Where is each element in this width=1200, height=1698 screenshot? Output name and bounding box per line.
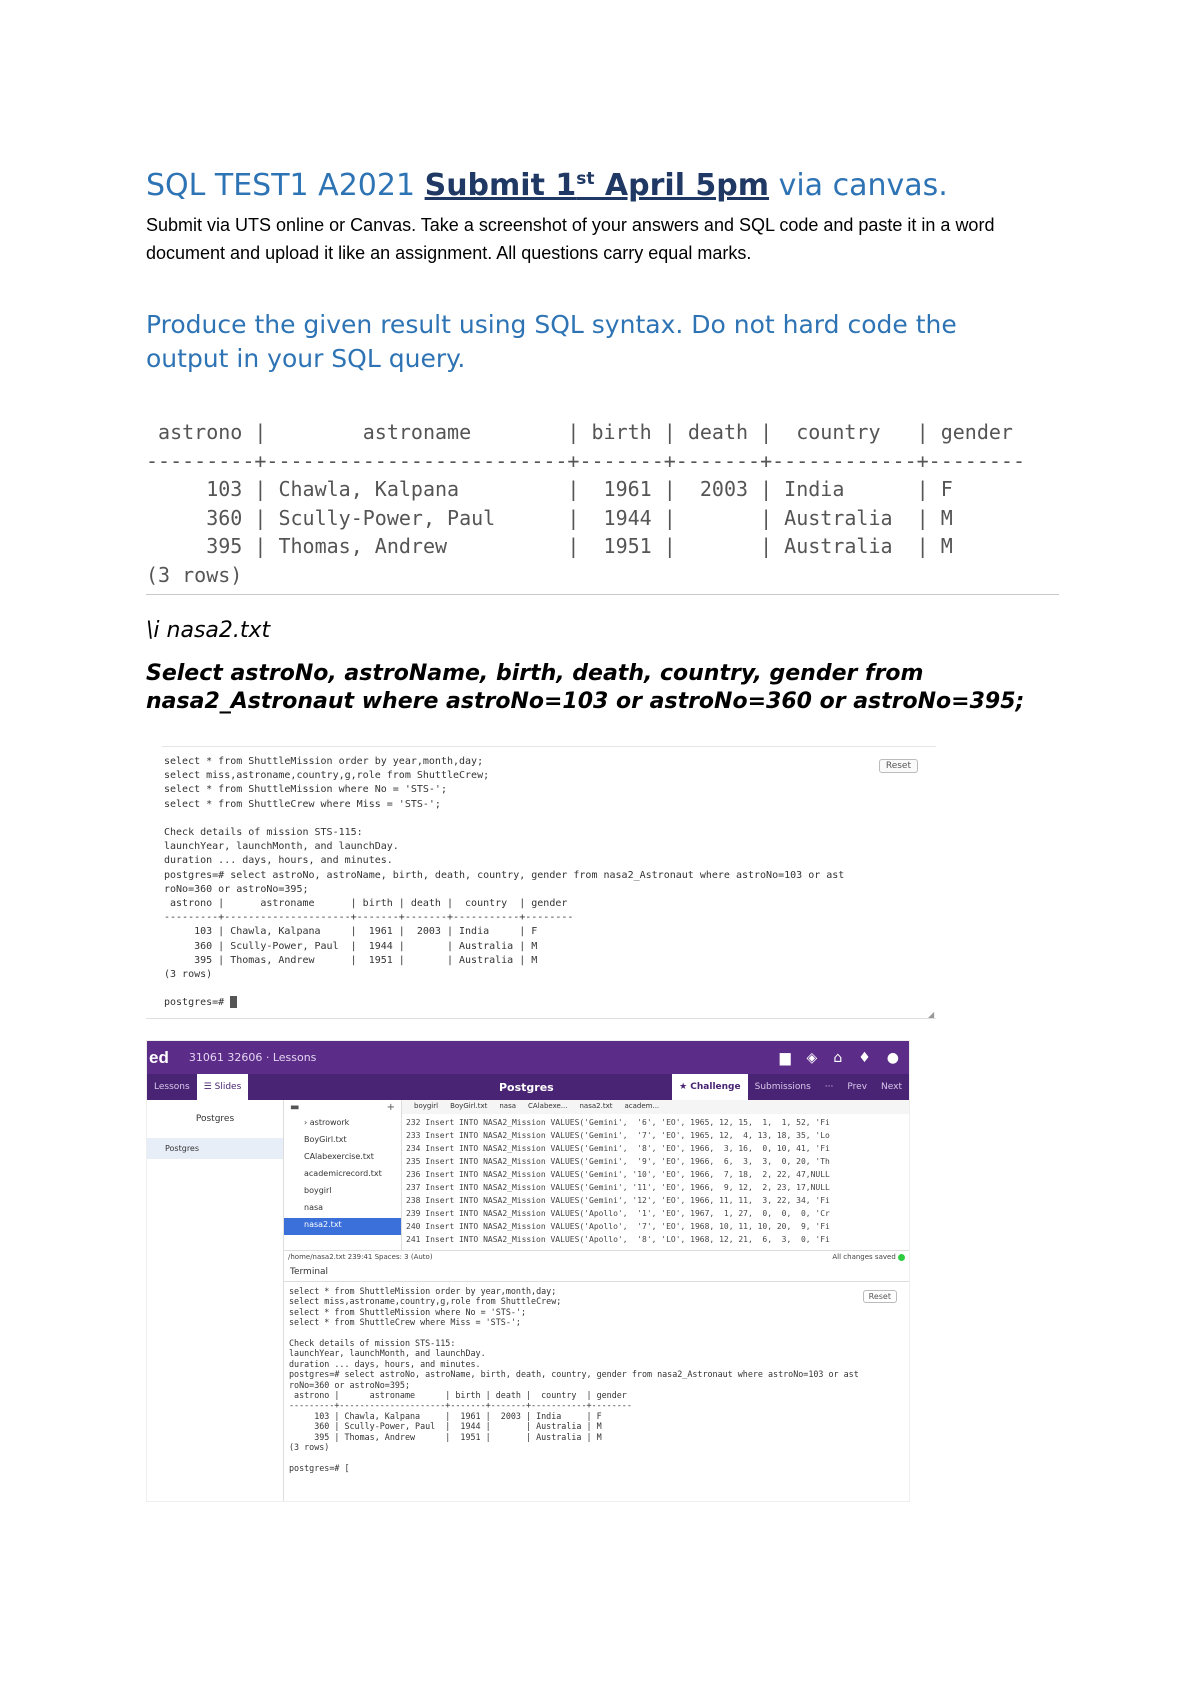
file-item[interactable]: BoyGirl.txt xyxy=(304,1135,347,1144)
tab-challenge[interactable]: ★ Challenge xyxy=(672,1074,748,1100)
title-prefix: SQL TEST1 A2021 xyxy=(146,168,425,203)
status-left: /home/nasa2.txt 239:41 Spaces: 3 (Auto) xyxy=(288,1253,433,1261)
lesson-toolbar xyxy=(147,1074,909,1100)
editor-status-bar xyxy=(284,1250,909,1264)
question-heading: Produce the given result using SQL syntax. Do not hard code the output in your SQL query. xyxy=(146,310,957,373)
file-item[interactable]: nasa xyxy=(304,1203,324,1212)
title-suffix: via canvas. xyxy=(769,168,948,203)
file-item[interactable]: academicrecord.txt xyxy=(304,1169,382,1178)
resize-handle-icon[interactable]: ◢ xyxy=(928,1010,935,1019)
file-item[interactable]: CAlabexercise.txt xyxy=(304,1152,374,1161)
saved-status: All changes saved xyxy=(832,1253,896,1261)
reset-button[interactable]: Reset xyxy=(879,759,918,773)
header-icons xyxy=(780,1050,909,1066)
breadcrumb[interactable]: 31061 32606 · Lessons xyxy=(188,1051,317,1064)
submit-date-part2: April 5pm xyxy=(594,168,770,203)
editor-tab[interactable]: BoyGirl.txt xyxy=(450,1102,488,1110)
sidebar-item-postgres[interactable]: Postgres xyxy=(147,1138,283,1159)
editor-tab[interactable]: boygirl xyxy=(414,1102,439,1110)
file-item[interactable]: › astrowork xyxy=(304,1118,350,1127)
user-icon[interactable]: ● xyxy=(886,1049,899,1066)
code-editor[interactable] xyxy=(402,1100,909,1250)
panel-title: Postgres xyxy=(499,1080,554,1094)
include-command: \i nasa2.txt xyxy=(146,618,271,643)
expected-result-table: astrono | astroname | birth | death | country | gender ---------+-------------------------+-------+-------+------------+-------- 103 | Chawla, Kalpana | 1961 | 2003 | India | F 360 | Scully-Power, Paul | 1944 | | Australia | M 395 | Thomas, Andrew | 1951 | | Australia | M (3 rows) xyxy=(146,420,1025,587)
terminal-output[interactable]: select * from ShuttleMission order by year,month,day; select miss,astroname,country,g,role from ShuttleCrew; select * from ShuttleMission where No = 'STS-'; select * from ShuttleCrew where Miss = 'STS-'; Check details of mission STS-115: launchYear, launchMonth, and launchDay. duration ... days, hours, and minutes. postgres=# select astroNo, astroName, birth, death, country, gender from nasa2_Astronaut where astroNo=103 or ast roNo=360 or astroNo=395; astrono | astroname | birth | death | country | gender ---------+---------------------+-------+-------+-----------+-------- 103 | Chawla, Kalpana | 1961 | 2003 | India | F 360 | Scully-Power, Paul | 1944 | | Australia | M 395 | Thomas, Andrew | 1951 | | Australia | M (3 rows) postgres=# [ xyxy=(289,1286,859,1473)
file-tree xyxy=(284,1100,402,1250)
submit-date-sup: st xyxy=(576,169,595,189)
sidebar-label: Postgres xyxy=(195,1114,235,1124)
divider xyxy=(146,594,1059,595)
terminal-output xyxy=(164,755,844,1011)
terminal-topbar xyxy=(162,737,936,747)
ed-logo[interactable]: ed xyxy=(149,1047,169,1067)
tab-lessons[interactable]: Lessons xyxy=(154,1082,190,1092)
terminal-screenshot-1 xyxy=(146,737,936,1019)
file-item-selected[interactable]: nasa2.txt xyxy=(284,1218,401,1235)
tab-slides[interactable]: ☰ Slides xyxy=(197,1074,249,1100)
editor-tab[interactable]: CAlabexe... xyxy=(528,1102,568,1110)
chat-icon[interactable]: ▆ xyxy=(779,1049,791,1066)
file-item[interactable]: boygirl xyxy=(304,1186,332,1195)
document-title xyxy=(146,168,948,203)
home-icon[interactable]: ⌂ xyxy=(833,1049,843,1066)
next-button[interactable]: Next xyxy=(881,1082,902,1092)
status-right xyxy=(832,1253,905,1262)
intro-text: Submit via UTS online or Canvas. Take a screenshot of your answers and SQL code and paste it in a word document and upload it like an assignment. All questions carry equal marks. xyxy=(146,215,995,263)
toolbar-right xyxy=(672,1074,909,1100)
submit-date-part1: Submit 1 xyxy=(424,168,577,203)
editor-tab[interactable]: nasa xyxy=(499,1102,517,1110)
terminal-text: select * from ShuttleMission order by year,month,day; select miss,astroname,country,g,role from ShuttleCrew; select * from ShuttleMission where No = 'STS-'; select * from ShuttleCrew where Miss = 'STS-'; Check details of mission STS-115: launchYear, launchMonth, and launchDay. duration ... days, hours, and minutes. postgres=# select astroNo, astroName, birth, death, country, gender from nasa2_Astronaut where astroNo=103 or ast roNo=360 or astroNo=395; astrono | astroname | birth | death | country | gender ---------+---------------------+-------+-------+-----------+-------- 103 | Chawla, Kalpana | 1961 | 2003 | India | F 360 | Scully-Power, Paul | 1944 | | Australia | M 395 | Thomas, Andrew | 1951 | | Australia | M (3 rows) postgres=# xyxy=(164,756,845,1009)
more-menu[interactable]: ··· xyxy=(824,1082,834,1092)
cube-icon[interactable]: ◈ xyxy=(806,1049,818,1066)
code-lines: 232 Insert INTO NASA2_Mission VALUES('Gemini', '6', 'EO', 1965, 12, 15, 1, 1, 52, 'Fi 233 Insert INTO NASA2_Mission VALUES('Gemini', '7', 'EO', 1965, 12, 4, 13, 18, 35, 'Lo 234 Insert INTO NASA2_Mission VALUES('Gemini', '8', 'EO', 1966, 3, 16, 0, 10, 41, 'Fi 235 Insert INTO NASA2_Mission VALUES('Gemini', '9', 'EO', 1966, 6, 3, 3, 0, 20, 'Th 236 Insert INTO NASA2_Mission VALUES('Gemini', '10', 'EO', 1966, 7, 18, 2, 22, 47,NULL 237 Insert INTO NASA2_Mission VALUES('Gemini', '11', 'EO', 1966, 9, 12, 2, 23, 17,NULL 238 Insert INTO NASA2_Mission VALUES('Gemini', '12', 'EO', 1966, 11, 11, 3, 22, 34, 'Fi 239 Insert INTO NASA2_Mission VALUES('Apollo', '1', 'EO', 1967, 1, 27, 0, 0, 0, 'Cr 240 Insert INTO NASA2_Mission VALUES('Apollo', '7', 'EO', 1968, 10, 11, 10, 20, 9, 'Fi 241 Insert INTO NASA2_Mission VALUES('Apollo', '8', 'LO', 1968, 12, 21, 6, 3, 0, 'Fi xyxy=(406,1118,830,1244)
editor-tab[interactable]: nasa2.txt xyxy=(579,1102,613,1110)
submit-date xyxy=(425,168,769,203)
terminal-header: Terminal xyxy=(284,1264,909,1282)
bell-icon[interactable]: ♦ xyxy=(858,1049,871,1066)
saved-dot-icon xyxy=(898,1254,905,1261)
prev-button[interactable]: Prev xyxy=(847,1082,868,1092)
slides-sidebar xyxy=(147,1100,284,1501)
editor-tab[interactable]: academ... xyxy=(624,1102,660,1110)
ed-workspace-screenshot xyxy=(146,1040,910,1502)
editor-tabs xyxy=(402,1100,909,1114)
add-file-icon[interactable]: + xyxy=(386,1102,395,1113)
sql-query: Select astroNo, astroName, birth, death, country, gender from nasa2_Astronaut where astroNo=103 or astroNo=360 or astroNo=395; xyxy=(146,661,1025,714)
file-tree-header xyxy=(284,1100,401,1116)
ed-header xyxy=(147,1041,909,1074)
tab-submissions[interactable]: Submissions xyxy=(754,1082,811,1092)
terminal-cursor xyxy=(230,996,237,1008)
folder-icon[interactable]: ▬ xyxy=(290,1102,300,1113)
reset-button[interactable]: Reset xyxy=(863,1290,897,1303)
